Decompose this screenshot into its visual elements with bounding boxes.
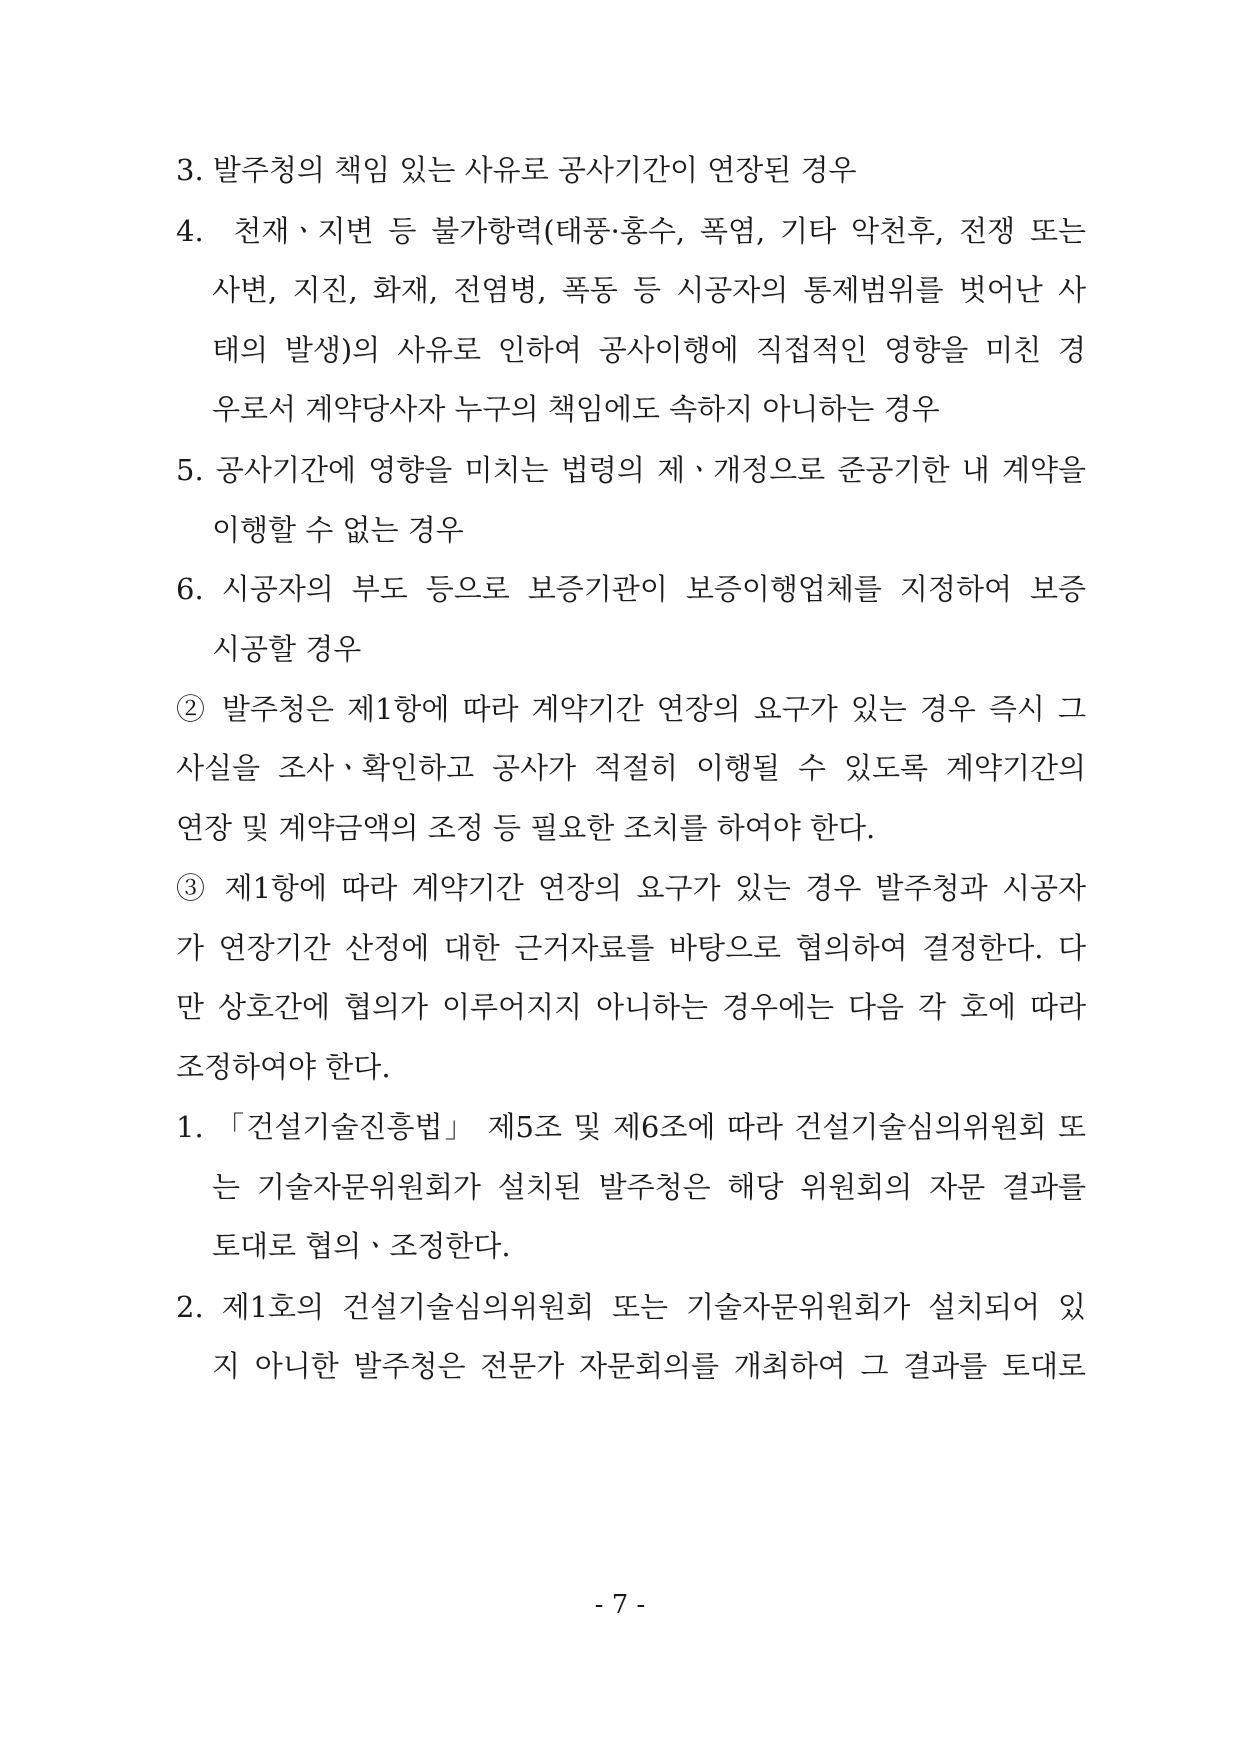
- item-4-line-2: 사변, 지진, 화재, 전염병, 폭동 등 시공자의 통제범위를 벗어난 사: [212, 273, 1086, 307]
- item-5-line-1: 5. 공사기간에 영향을 미치는 법령의 제ㆍ개정으로 준공기한 내 계약을: [176, 453, 1086, 487]
- item-3-line-1: 3. 발주청의 책임 있는 사유로 공사기간이 연장된 경우: [176, 153, 857, 187]
- clause-3-line-2: 가 연장기간 산정에 대한 근거자료를 바탕으로 협의하여 결정한다. 다: [176, 931, 1086, 965]
- clause-3-line-3: 만 상호간에 협의가 이루어지지 아니하는 경우에는 다음 각 호에 따라: [176, 990, 1086, 1024]
- page-number: - 7 -: [594, 1590, 646, 1620]
- clause-3-line-4: 조정하여야 한다.: [176, 1050, 391, 1084]
- item-6-line-2: 시공할 경우: [212, 632, 362, 666]
- sub-item-1-line-1: 1. 「건설기술진흥법」 제5조 및 제6조에 따라 건설기술심의위원회 또: [176, 1110, 1086, 1144]
- sub-item-2-line-2: 지 아니한 발주청은 전문가 자문회의를 개최하여 그 결과를 토대로: [212, 1349, 1086, 1383]
- clause-3-line-1: ③ 제1항에 따라 계약기간 연장의 요구가 있는 경우 발주청과 시공자: [176, 871, 1086, 905]
- sub-item-2-line-1: 2. 제1호의 건설기술심의위원회 또는 기술자문위원회가 설치되어 있: [176, 1290, 1086, 1324]
- sub-item-1-line-3: 토대로 협의ㆍ조정한다.: [212, 1229, 511, 1263]
- sub-item-1-line-2: 는 기술자문위원회가 설치된 발주청은 해당 위원회의 자문 결과를: [212, 1170, 1086, 1204]
- clause-2-line-3: 연장 및 계약금액의 조정 등 필요한 조치를 하여야 한다.: [176, 811, 876, 845]
- item-4-line-1: 4. 천재ㆍ지변 등 불가항력(태풍·홍수, 폭염, 기타 악천후, 전쟁 또는: [176, 214, 1086, 248]
- item-6-line-1: 6. 시공자의 부도 등으로 보증기관이 보증이행업체를 지정하여 보증: [176, 572, 1086, 606]
- clause-2-line-1: ② 발주청은 제1항에 따라 계약기간 연장의 요구가 있는 경우 즉시 그: [176, 692, 1086, 726]
- item-4-line-4: 우로서 계약당사자 누구의 책임에도 속하지 아니하는 경우: [212, 392, 940, 426]
- clause-2-line-2: 사실을 조사ㆍ확인하고 공사가 적절히 이행될 수 있도록 계약기간의: [176, 751, 1086, 785]
- item-5-line-2: 이행할 수 없는 경우: [212, 513, 464, 547]
- item-4-line-3: 태의 발생)의 사유로 인하여 공사이행에 직접적인 영향을 미친 경: [212, 333, 1086, 367]
